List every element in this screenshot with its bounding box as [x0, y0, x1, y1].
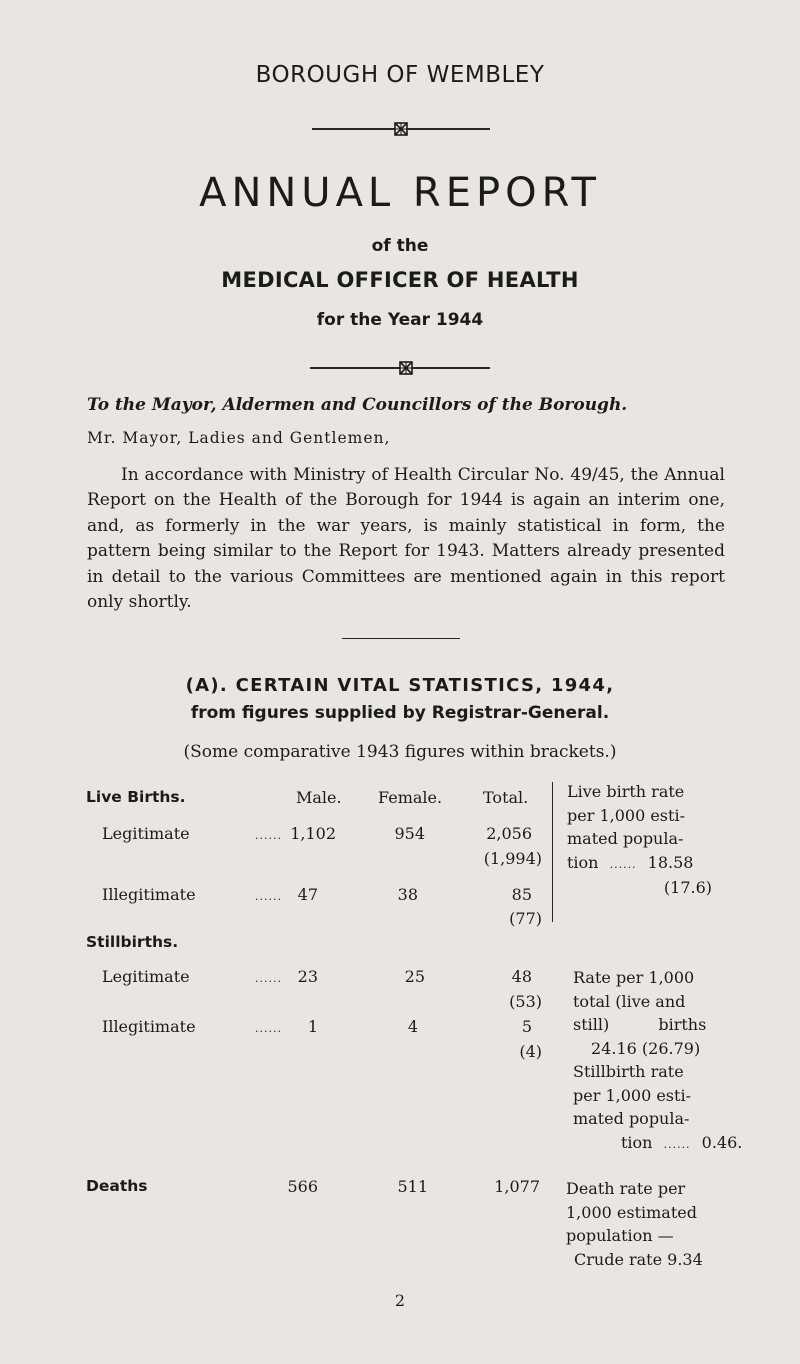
live-birth-rate-value: 18.58: [647, 852, 694, 872]
note-line: mated popula-: [567, 829, 684, 848]
section-note: (Some comparative 1943 figures within brackets.): [183, 742, 617, 762]
year-heading: for the Year 1944: [316, 310, 484, 330]
comparative-value: (53): [509, 992, 542, 1011]
deaths-heading: Deaths: [86, 1177, 148, 1195]
note-line: tion ...... 0.46.: [621, 1132, 743, 1152]
note-line: per 1,000 esti-: [567, 805, 685, 825]
comparative-value: (4): [519, 1042, 542, 1061]
female-value: 511: [397, 1177, 428, 1196]
page-number: 2: [394, 1291, 406, 1310]
note-line: per 1,000 esti-: [573, 1085, 691, 1105]
officer-heading: MEDICAL OFFICER OF HEALTH: [221, 268, 579, 292]
male-value: 1,102: [290, 824, 336, 843]
fleuron-ornament-icon: [398, 360, 414, 376]
row-label: Legitimate: [102, 824, 190, 843]
live-birth-rate-note: [567, 780, 712, 900]
col-male-header: Male.: [296, 788, 342, 807]
comparative-value: (1,994): [483, 849, 542, 868]
death-rate-note: [566, 1177, 703, 1271]
report-title: ANNUAL REPORT: [199, 170, 601, 216]
male-value: 47: [297, 885, 318, 904]
note-line: population —: [566, 1226, 674, 1245]
dot-leader: ......: [255, 1022, 282, 1035]
section-title: (A). CERTAIN VITAL STATISTICS, 1944,: [185, 675, 615, 696]
live-births-heading: Live Births.: [86, 788, 186, 806]
female-value: 954: [394, 824, 425, 843]
row-label: Illegitimate: [102, 1017, 196, 1036]
note-line: still) births: [573, 1015, 707, 1034]
row-label: Illegitimate: [102, 885, 196, 904]
borough-heading: BOROUGH OF WEMBLEY: [255, 62, 545, 88]
live-birth-rate-prev: (17.6): [663, 878, 712, 897]
stillbirth-rate-value: 24.16 (26.79): [591, 1038, 701, 1058]
letter-paragraph: In accordance with Ministry of Health Circular No. 49/45, the Annual Report on the Health of the Borough for 1944 is again an interim one, and, as formerly in the war years, is mainly statistical in form, the pattern being similar to the Report for 1943. Matters already presented in detail to the various Committees are mentioned again in this report only shortly.: [87, 465, 725, 613]
note-line: Live birth rate: [567, 782, 685, 801]
report-of-the: of the: [371, 236, 429, 256]
note-line: Death rate per: [566, 1179, 686, 1198]
col-female-header: Female.: [378, 788, 443, 807]
row-label: Legitimate: [102, 967, 190, 986]
note-line: mated popula-: [573, 1109, 690, 1128]
section-divider: [342, 638, 460, 639]
crude-rate-value: Crude rate 9.34: [574, 1249, 703, 1269]
stillbirth-estimate-value: 0.46.: [701, 1132, 743, 1152]
male-value: 23: [297, 967, 318, 986]
note-line: tion ...... 18.58: [567, 852, 694, 872]
bracket-line: [552, 782, 553, 922]
female-value: 4: [407, 1017, 418, 1036]
section-subtitle: from figures supplied by Registrar-General.: [190, 703, 610, 723]
female-value: 25: [404, 967, 425, 986]
note-line: total (live and: [573, 991, 686, 1011]
total-value: 85: [511, 885, 532, 904]
stillbirth-rate-note: [573, 966, 742, 1156]
dot-leader: ......: [255, 890, 282, 903]
note-line: 1,000 estimated: [566, 1202, 697, 1222]
total-value: 2,056: [486, 824, 532, 843]
comparative-value: (77): [509, 909, 542, 928]
dot-leader: ......: [255, 829, 282, 842]
note-line: Rate per 1,000: [573, 968, 695, 987]
fleuron-ornament-icon: [393, 121, 409, 137]
total-value: 48: [511, 967, 532, 986]
total-value: 5: [521, 1017, 532, 1036]
col-total-header: Total.: [483, 788, 529, 807]
female-value: 38: [397, 885, 418, 904]
letter-salutation: Mr. Mayor, Ladies and Gentlemen,: [87, 429, 391, 447]
male-value: 566: [287, 1177, 318, 1196]
note-line: Stillbirth rate: [573, 1062, 684, 1081]
dot-leader: ......: [255, 972, 282, 985]
stillbirths-heading: Stillbirths.: [86, 933, 179, 951]
letter-address: To the Mayor, Aldermen and Councillors of the Borough.: [87, 395, 628, 415]
total-value: 1,077: [494, 1177, 540, 1196]
male-value: 1: [307, 1017, 318, 1036]
